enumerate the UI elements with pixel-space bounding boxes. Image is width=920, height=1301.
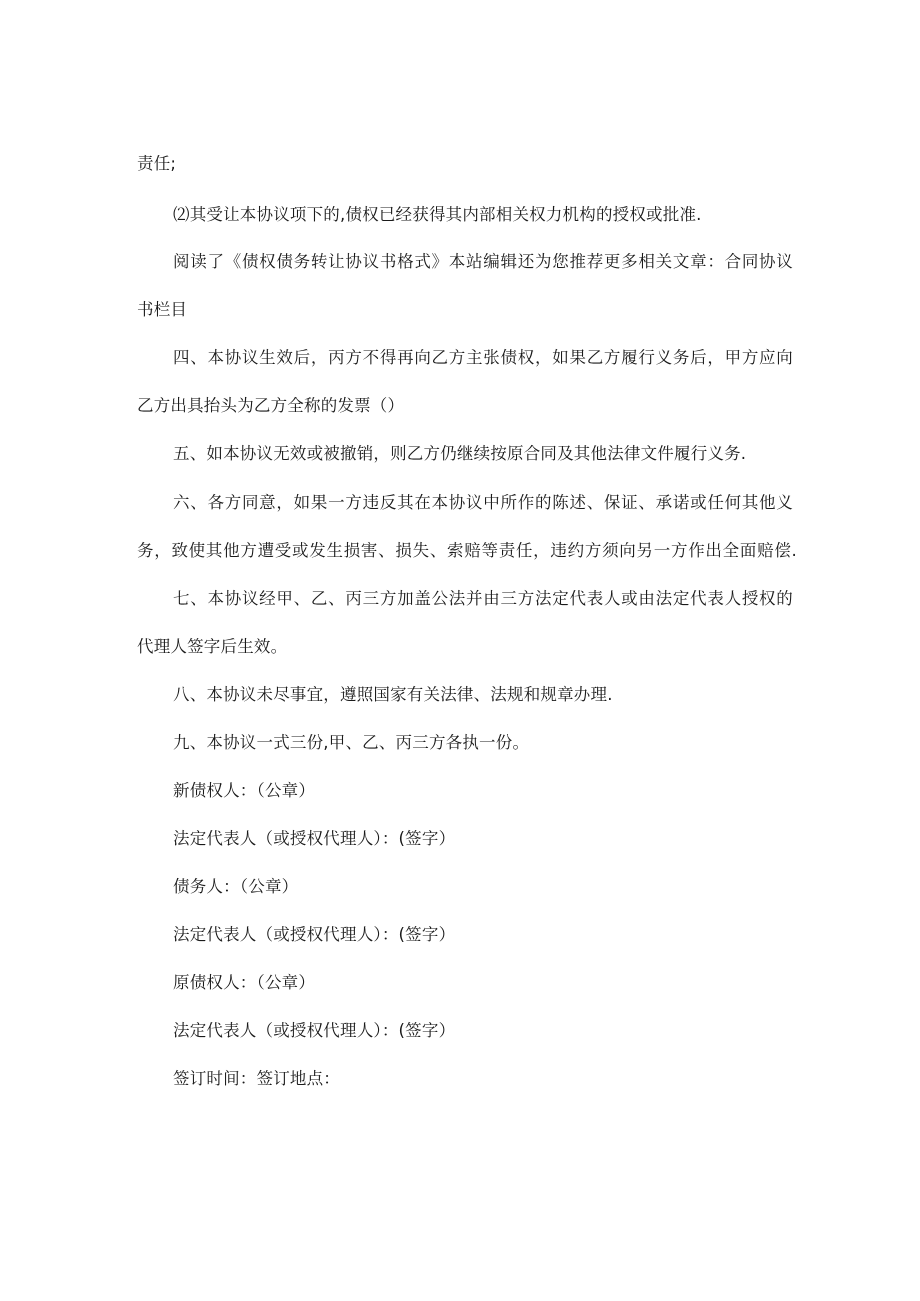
representative-signature-1: 法定代表人（或授权代理人）：(签字） bbox=[173, 829, 456, 848]
clause-nine: 九、本协议一式三份,甲、乙、丙三方各执一份。 bbox=[173, 733, 530, 752]
debtor-seal: 债务人：（公章） bbox=[173, 877, 299, 896]
clause-four-line-2: 乙方出具抬头为乙方全称的发票（） bbox=[137, 396, 405, 415]
clause-four-line-1: 四、本协议生效后，丙方不得再向乙方主张债权，如果乙方履行义务后，甲方应向 bbox=[173, 348, 793, 367]
text-line-recommend: 阅读了《债权债务转让协议书格式》本站编辑还为您推荐更多相关文章：合同协议 bbox=[173, 252, 793, 271]
text-line-authorization: ⑵其受让本协议项下的,债权已经获得其内部相关权力机构的授权或批准. bbox=[173, 205, 702, 224]
signing-time-place: 签订时间：签订地点： bbox=[173, 1069, 340, 1088]
clause-five: 五、如本协议无效或被撤销，则乙方仍继续按原合同及其他法律文件履行义务. bbox=[173, 444, 747, 463]
clause-seven-line-1: 七、本协议经甲、乙、丙三方加盖公法并由三方法定代表人或由法定代表人授权的 bbox=[173, 589, 793, 608]
text-line-responsibility: 责任; bbox=[137, 154, 177, 173]
clause-six-line-1: 六、各方同意，如果一方违反其在本协议中所作的陈述、保证、承诺或任何其他义 bbox=[173, 493, 793, 512]
new-creditor-seal: 新债权人：（公章） bbox=[173, 781, 316, 800]
text-line-column: 书栏目 bbox=[137, 300, 188, 319]
original-creditor-seal: 原债权人：（公章） bbox=[173, 973, 316, 992]
representative-signature-3: 法定代表人（或授权代理人）：(签字） bbox=[173, 1021, 456, 1040]
clause-eight: 八、本协议未尽事宜，遵照国家有关法律、法规和规章办理. bbox=[173, 685, 613, 704]
clause-seven-line-2: 代理人签字后生效。 bbox=[137, 637, 288, 656]
representative-signature-2: 法定代表人（或授权代理人）：(签字） bbox=[173, 925, 456, 944]
clause-six-line-2: 务，致使其他方遭受或发生损害、损失、索赔等责任，违约方须向另一方作出全面赔偿. bbox=[137, 541, 797, 560]
